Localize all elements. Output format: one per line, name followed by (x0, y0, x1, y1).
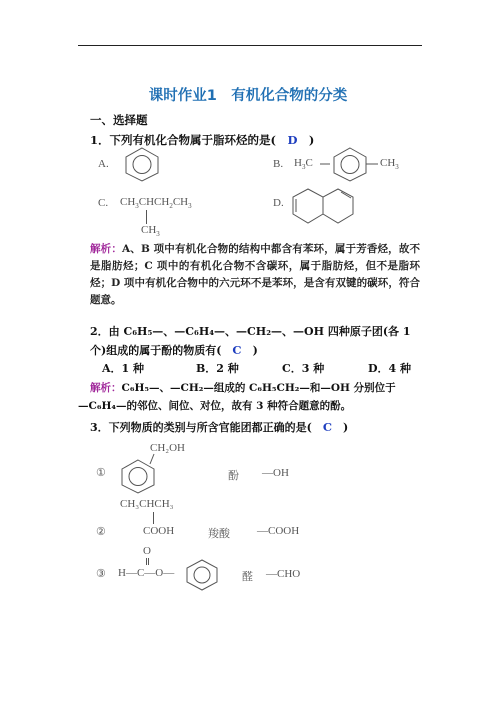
q1-c-bond (146, 210, 147, 224)
q2-option-b: B．2 种 (196, 362, 239, 375)
q3-item2-bond (153, 512, 154, 524)
benzene-structure-icon (122, 146, 162, 182)
q3-answer: C (322, 420, 333, 434)
q3-item3-o: O (143, 545, 151, 557)
q3-item3-group: —CHO (266, 568, 301, 580)
phenyl-ring-icon (184, 559, 220, 591)
q3-item3-formula: H—C—O— (118, 567, 175, 579)
q3-stem: 3．下列物质的类别与所含官能团都正确的是( C ) (90, 420, 349, 434)
q3-item2-num: ② (96, 526, 106, 538)
q2-stem-line1: 2．由 C₆H₅—、—C₆H₄—、—CH₂—、—OH 四种原子团(各 1 (90, 325, 411, 338)
q1-stem-close: ) (297, 133, 315, 147)
header-rule (78, 45, 422, 46)
bicyclic-diene-structure-icon (290, 186, 360, 226)
q3-item1-class: 酚 (228, 470, 239, 482)
q1-c-main-chain: $CH_3CHCH_2CH_3$ (120, 196, 192, 211)
q2-explanation-label: 解析： (90, 382, 122, 394)
q1-b-left-group: $H_3C$ (294, 157, 313, 172)
q3-item2-class: 羧酸 (208, 528, 230, 540)
q1-stem (90, 133, 314, 147)
q1-answer: D (287, 133, 298, 147)
q3-item1-num: ① (96, 467, 106, 479)
q3-item2-chain: CH₃CHCH₃ (120, 498, 174, 510)
q1-b-right-group: $CH_3$ (380, 157, 399, 172)
q3-item1-ch2oh: CH₂OH (150, 442, 186, 454)
q3-item3-double-bond (146, 558, 149, 565)
page-title: 课时作业1 有机化合物的分类 (148, 88, 348, 104)
q1-option-d-label: D. (273, 197, 284, 209)
q2-answer: C (232, 343, 242, 357)
benzyl-ring-icon (116, 452, 166, 494)
q2-option-d: D．4 种 (368, 362, 412, 375)
q3-item3-num: ③ (96, 568, 106, 580)
q1-option-b-label: B. (273, 158, 284, 170)
q3-item1-group: —OH (262, 467, 289, 479)
q2-option-a: A．1 种 (102, 362, 145, 375)
q1-option-c-label: C. (98, 197, 109, 209)
q1-option-a-label: A. (98, 158, 109, 170)
q1-stem-text: 1．下列有机化合物属于脂环烃的是( (90, 133, 288, 147)
q1-explanation-label: 解析： (90, 243, 122, 255)
q2-option-c: C．3 种 (282, 362, 325, 375)
q2-explanation-line1: C₆H₅—、—CH₂—组成的 C₆H₅CH₂—和—OH 分别位于 (121, 382, 396, 394)
q2-explanation-line2: —C₆H₄—的邻位、间位、对位，故有 3 种符合题意的酚。 (78, 400, 352, 412)
q2-stem-line2: 个)组成的属于酚的物质有( C ) (90, 343, 258, 357)
q1-explanation-text: A、B 项中有机化合物的结构中都含有苯环，属于芳香烃，故不是脂肪烃；C 项中的有机化合物不含碳环，属于脂肪烃，但不是脂环烃；D 项中有机化合物中的六元环不是苯环，是含有双键的碳环，符合题意。 (90, 243, 420, 306)
q1-c-branch: $CH_3$ (141, 224, 160, 239)
q3-item2-cooh: COOH (143, 525, 175, 537)
q3-item2-group: —COOH (257, 525, 300, 537)
p-xylene-ring-icon (320, 146, 384, 182)
q1-explanation (90, 241, 420, 309)
section-heading: 一、选择题 (90, 113, 148, 127)
q2-explanation (90, 380, 420, 397)
q3-item3-class: 醛 (242, 571, 253, 583)
